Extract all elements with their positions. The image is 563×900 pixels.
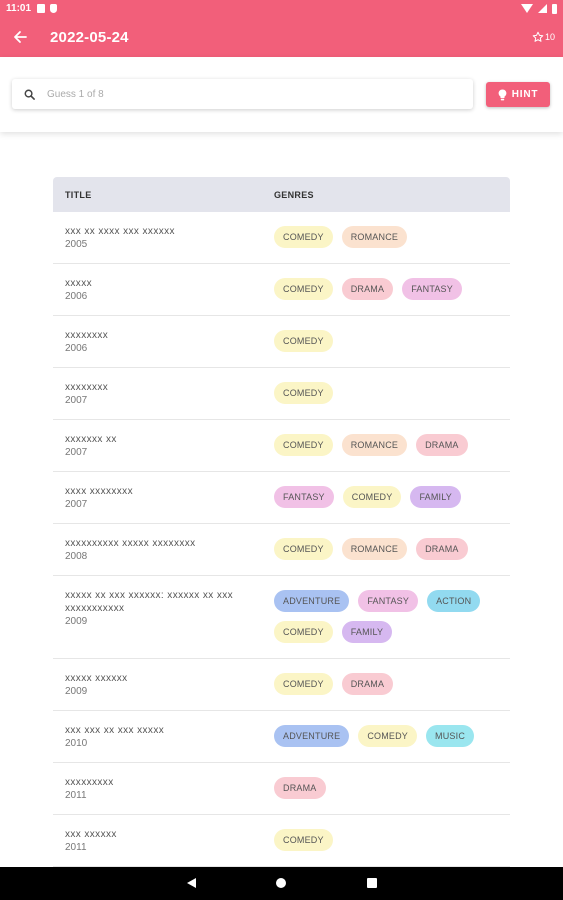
movie-year: 2008: [65, 551, 88, 562]
genre-chip-comedy: COMEDY: [274, 226, 333, 248]
app-bar: [0, 17, 563, 57]
hint-button[interactable]: [486, 82, 550, 107]
movie-year: 2006: [65, 291, 88, 302]
genre-chip-comedy: COMEDY: [274, 538, 333, 560]
title-cell: [53, 316, 262, 367]
movie-title: xxxxx xx xxx xxxxxx: xxxxxx xx xxx xxxxxxxxxxx: [65, 590, 234, 614]
genre-chip-comedy: COMEDY: [358, 725, 417, 747]
genres-cell: [262, 264, 510, 315]
genre-chip-comedy: COMEDY: [274, 382, 333, 404]
table-row: [53, 420, 510, 472]
genres-cell: [262, 711, 510, 762]
genre-chip-drama: DRAMA: [342, 673, 394, 695]
system-nav-bar: [0, 867, 563, 900]
genre-chip-drama: DRAMA: [274, 777, 326, 799]
genre-chip-romance: ROMANCE: [342, 538, 407, 560]
wifi-icon: [521, 4, 533, 13]
movie-year: 2005: [65, 239, 88, 250]
table-row: [53, 815, 510, 867]
title-cell: [53, 659, 262, 710]
table-row: [53, 264, 510, 316]
genre-chip-comedy: COMEDY: [274, 621, 333, 643]
nav-home-icon[interactable]: [276, 878, 286, 888]
genre-chip-drama: DRAMA: [416, 538, 468, 560]
search-box[interactable]: [12, 79, 473, 109]
genre-chip-romance: ROMANCE: [342, 434, 407, 456]
genres-cell: [262, 368, 510, 419]
movie-title: xxxxxxxxxx xxxxx xxxxxxxx: [65, 538, 196, 549]
genre-chip-adventure: ADVENTURE: [274, 725, 349, 747]
notification-icon: [37, 4, 45, 13]
movie-title: xxxxxxxx: [65, 330, 109, 341]
genre-chip-music: MUSIC: [426, 725, 474, 747]
title-cell: [53, 368, 262, 419]
title-cell: [53, 576, 262, 658]
movie-title: xxx xx xxxx xxx xxxxxx: [65, 226, 175, 237]
page-title: 2022-05-24: [50, 28, 129, 46]
table-row: [53, 524, 510, 576]
genre-chip-fantasy: FANTASY: [402, 278, 462, 300]
guess-input[interactable]: [47, 89, 427, 100]
title-cell: [53, 815, 262, 866]
genre-chip-comedy: COMEDY: [274, 829, 333, 851]
movie-year: 2007: [65, 395, 88, 406]
movie-year: 2006: [65, 343, 88, 354]
battery-icon: [552, 4, 557, 14]
nav-recents-icon[interactable]: [367, 878, 377, 888]
movie-title: xxxxx: [65, 278, 92, 289]
genre-chip-fantasy: FANTASY: [274, 486, 334, 508]
table-row: [53, 576, 510, 659]
table-row: [53, 212, 510, 264]
movie-year: 2010: [65, 738, 88, 749]
genres-cell: [262, 815, 510, 866]
streak-button[interactable]: [532, 31, 555, 43]
movie-title: xxx xxxxxx: [65, 829, 117, 840]
table-row: [53, 763, 510, 815]
genres-cell: [262, 524, 510, 575]
movie-year: 2011: [65, 790, 87, 801]
movie-year: 2009: [65, 686, 88, 697]
genre-chip-comedy: COMEDY: [343, 486, 402, 508]
genres-cell: [262, 659, 510, 710]
movie-year: 2007: [65, 499, 88, 510]
guess-table: [53, 177, 510, 867]
search-icon: [24, 89, 35, 100]
table-row: [53, 711, 510, 763]
movie-year: 2007: [65, 447, 88, 458]
genre-chip-romance: ROMANCE: [342, 226, 407, 248]
genre-chip-adventure: ADVENTURE: [274, 590, 349, 612]
genres-cell: [262, 576, 510, 658]
column-header-genres: GENRES: [274, 189, 314, 200]
status-bar: [0, 0, 563, 17]
nav-back-icon[interactable]: [187, 878, 196, 888]
streak-count: 10: [544, 32, 555, 42]
column-header-title: TITLE: [65, 189, 92, 200]
movie-title: xxx xxx xx xxx xxxxx: [65, 725, 165, 736]
title-cell: [53, 420, 262, 471]
title-cell: [53, 212, 262, 263]
title-cell: [53, 711, 262, 762]
genre-chip-comedy: COMEDY: [274, 278, 333, 300]
genre-chip-drama: DRAMA: [416, 434, 468, 456]
table-body: [53, 212, 510, 867]
star-icon: [532, 31, 544, 43]
movie-year: 2009: [65, 616, 88, 627]
genres-cell: [262, 420, 510, 471]
title-cell: [53, 264, 262, 315]
movie-title: xxxxx xxxxxx: [65, 673, 128, 684]
movie-title: xxxxxxx xx: [65, 434, 117, 445]
back-button[interactable]: [0, 17, 40, 57]
genre-chip-comedy: COMEDY: [274, 434, 333, 456]
genres-cell: [262, 472, 510, 523]
genres-cell: [262, 212, 510, 263]
genre-chip-drama: DRAMA: [342, 278, 394, 300]
hint-label: HINT: [511, 89, 539, 100]
title-cell: [53, 763, 262, 814]
search-area: [0, 57, 563, 132]
table-header: [53, 177, 510, 212]
genre-chip-fantasy: FANTASY: [358, 590, 418, 612]
table-row: [53, 316, 510, 368]
signal-icon: [538, 4, 547, 13]
table-row: [53, 472, 510, 524]
table-row: [53, 659, 510, 711]
table-row: [53, 368, 510, 420]
genres-cell: [262, 763, 510, 814]
genres-cell: [262, 316, 510, 367]
status-time: 11:01: [6, 3, 32, 14]
genre-chip-comedy: COMEDY: [274, 673, 333, 695]
movie-title: xxxxxxxxx: [65, 777, 114, 788]
title-cell: [53, 524, 262, 575]
genre-chip-action: ACTION: [427, 590, 480, 612]
genre-chip-family: FAMILY: [410, 486, 461, 508]
shield-icon: [50, 4, 57, 13]
status-indicators: [521, 4, 557, 14]
movie-year: 2011: [65, 842, 87, 853]
movie-title: xxxxxxxx: [65, 382, 109, 393]
movie-title: xxxx xxxxxxxx: [65, 486, 133, 497]
lightbulb-icon: [498, 89, 507, 101]
genre-chip-family: FAMILY: [342, 621, 393, 643]
title-cell: [53, 472, 262, 523]
back-arrow-icon: [13, 30, 27, 44]
genre-chip-comedy: COMEDY: [274, 330, 333, 352]
